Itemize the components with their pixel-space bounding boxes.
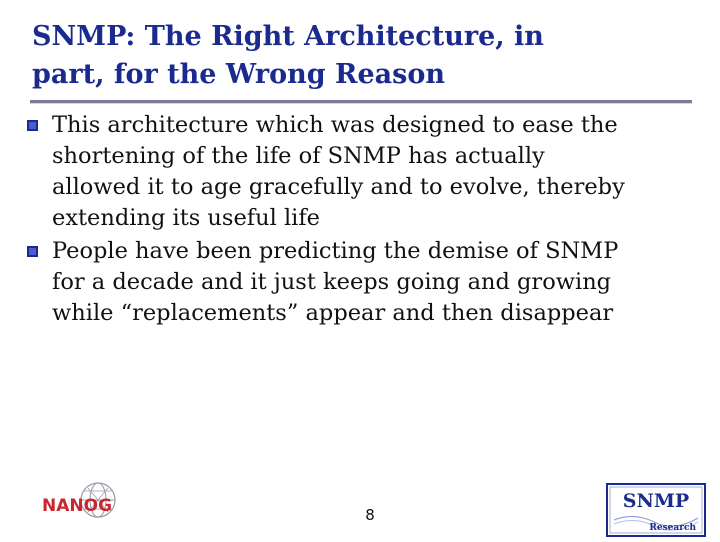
diamond-bullet-icon — [26, 119, 39, 132]
snmp-wordmark: SNMP — [622, 490, 690, 512]
bullet-line: extending its useful life — [52, 205, 320, 231]
title-line-2: part, for the Wrong Reason — [32, 59, 446, 90]
bullet-line: shortening of the life of SNMP has actually — [52, 143, 545, 169]
title-divider — [30, 100, 692, 104]
nanog-wordmark: NANOG — [42, 496, 113, 516]
bullet-item — [24, 236, 704, 329]
bullet-item — [24, 110, 704, 234]
snmp-research-subtext: Research — [649, 523, 696, 533]
snmp-research-logo-graphic — [604, 482, 708, 538]
bullet-line: This architecture which was designed to ease the — [52, 112, 618, 138]
snmp-research-logo — [604, 482, 708, 538]
bullet-list — [24, 110, 704, 331]
bullet-line: for a decade and it just keeps going and growing — [52, 269, 612, 295]
title-line-1: SNMP: The Right Architecture, in — [32, 21, 544, 52]
nanog-logo-graphic — [36, 480, 146, 526]
nanog-logo — [36, 480, 146, 526]
bullet-line: while “replacements” appear and then disappear — [52, 300, 614, 326]
diamond-bullet-icon — [26, 245, 39, 258]
bullet-line: People have been predicting the demise of SNMP — [52, 238, 619, 264]
slide-title — [32, 18, 672, 94]
page-number: 8 — [365, 506, 375, 524]
bullet-line: allowed it to age gracefully and to evolve, thereby — [52, 174, 625, 200]
